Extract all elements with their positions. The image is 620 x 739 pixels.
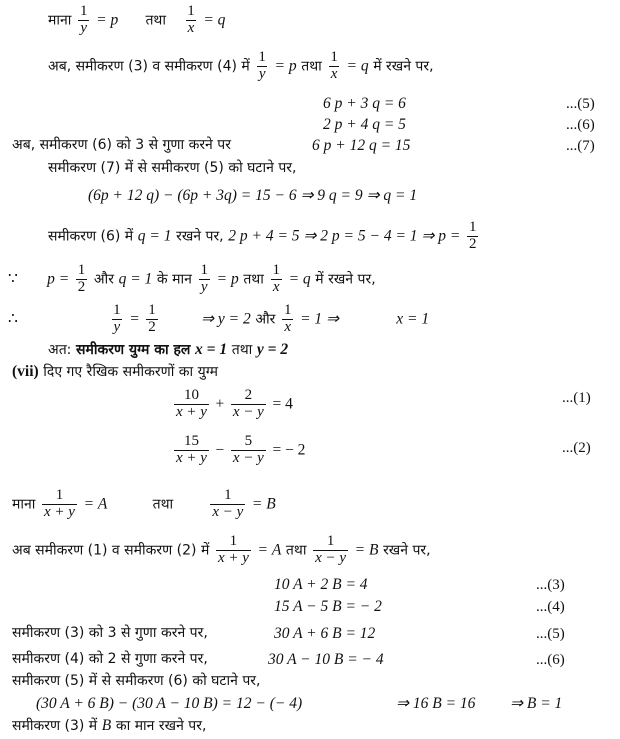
math: = p [216,270,239,288]
math: x = 1 [195,341,228,358]
equation-ref: ...(1) [562,390,591,406]
denominator: 2 [77,278,86,295]
equation-ref: ...(5) [536,626,565,642]
denominator: y [80,19,88,36]
denominator: x − y [212,503,244,520]
math: − [215,441,225,459]
line-therefore [8,303,429,336]
text-line: समीकरण (3) को 3 से गुणा करने पर, [12,625,208,641]
fraction [256,50,268,83]
equation-ref: ...(6) [566,117,595,133]
text-line: समीकरण (4) को 2 से गुणा करने पर, [12,651,208,667]
text: में रखने पर, [373,58,434,75]
denominator: 2 [148,318,156,335]
math: = q [288,270,311,288]
math: = p [274,57,297,75]
equation-1 [172,388,293,421]
math: y = 2 [256,341,289,358]
math: = 4 [272,395,293,413]
equation-ref: ...(3) [536,577,565,593]
numerator: 5 [244,433,253,449]
equation-4: 15 A − 5 B = − 2 [274,598,382,615]
text: दिए गए रैखिक समीकरणों का युग्म [43,364,219,380]
numerator: 1 [229,533,238,549]
denominator: x + y [44,503,75,520]
math-line: ⇒ 16 B = 16 [396,695,476,712]
line-mana-pq [48,4,225,37]
math: = − 2 [272,441,306,459]
denominator: x + y [176,403,207,420]
numerator: 1 [77,262,86,278]
text-line: समीकरण (7) में से समीकरण (5) को घटाने पर, [48,160,297,176]
denominator: 2 [468,235,477,252]
text: अब समीकरण (1) व समीकरण (2) में [12,542,210,559]
denominator: x − y [315,549,347,566]
text: अब, समीकरण (3) व समीकरण (4) में [48,58,250,75]
math: + [215,395,225,413]
math: = B [354,541,379,559]
math: q = 1 [137,227,172,245]
math: = 1 ⇒ [300,310,340,328]
math: 2 p + 4 = 5 ⇒ 2 p = 5 − 4 = 1 ⇒ p = [228,227,461,245]
text: रखने पर, [176,228,224,245]
denominator: y [200,278,208,295]
text: तथा [301,58,322,75]
part-label: (vii) [12,363,39,380]
text: तथा [231,342,253,358]
fraction [313,534,348,567]
fraction [76,263,88,296]
equation-2 [172,434,305,467]
text-line: अब, समीकरण (6) को 3 से गुणा करने पर [12,137,231,153]
fraction [216,534,251,567]
equation-7: 6 p + 12 q = 15 [312,137,411,154]
denominator: x [284,318,292,335]
text: में रखने पर, [315,271,376,288]
math: p = [47,270,70,288]
line-because [8,263,376,296]
math: B [101,717,112,734]
line-substitute-AB [12,534,431,567]
fraction [174,434,209,467]
math-line: (30 A + 6 B) − (30 A − 10 B) = 12 − (− 4) [36,695,303,712]
numerator: 10 [183,387,199,403]
line-mana-AB [12,488,276,521]
line-substitute-B [12,718,206,734]
text: अत: [48,342,72,358]
text-bold: समीकरण युग्म का हल [76,342,191,358]
math: = B [251,495,276,513]
equation-3: 10 A + 2 B = 4 [274,576,368,593]
numerator: 1 [80,3,88,19]
math: x = 1 [396,310,430,328]
text-line: समीकरण (5) में से समीकरण (6) को घटाने पर, [12,673,261,689]
line-part-vii [12,364,218,380]
math: ⇒ y = 2 [201,310,251,328]
numerator: 15 [183,433,199,449]
denominator: x [330,65,338,82]
equation-ref: ...(7) [566,138,595,154]
fraction [231,388,266,421]
math: = A [83,495,108,513]
math: = [129,310,140,328]
text: के मान [156,271,192,288]
fraction [210,488,245,521]
text: समीकरण (6) में [48,228,134,245]
text: का मान रखने पर, [115,718,207,734]
text: माना [12,496,36,513]
denominator: x − y [232,403,264,420]
numerator: 1 [55,487,64,503]
line-solution [48,342,288,358]
numerator: 1 [113,302,121,318]
fraction [231,434,266,467]
numerator: 1 [148,302,156,318]
text: और [93,271,114,288]
denominator: x + y [176,449,207,466]
because-symbol: ∵ [8,270,18,288]
math: = q [346,57,369,75]
fraction [199,263,211,296]
text: माना [48,12,72,29]
equation-6: 2 p + 4 q = 5 [323,116,406,133]
equation-ref: ...(6) [536,652,565,668]
denominator: x [187,19,195,36]
fraction [174,388,209,421]
equation-5b: 30 A + 6 B = 12 [274,625,376,642]
fraction [78,4,90,37]
fraction [42,488,77,521]
numerator: 2 [244,387,253,403]
numerator: 1 [326,533,335,549]
text: तथा [152,496,174,513]
text: रखने पर, [383,542,431,559]
numerator: 1 [258,49,266,65]
fraction [282,303,294,336]
denominator: y [113,318,121,335]
denominator: x − y [232,449,264,466]
text: और [255,311,276,328]
equation-ref: ...(4) [536,599,565,615]
text: तथा [145,12,166,29]
numerator: 1 [272,262,280,278]
equation-ref: ...(5) [566,96,595,112]
equation-ref: ...(2) [562,440,591,456]
numerator: 1 [200,262,208,278]
fraction [270,263,282,296]
math-line: ⇒ B = 1 [510,695,563,712]
denominator: x [272,278,280,295]
fraction [111,303,123,336]
numerator: 1 [224,487,232,503]
line-q-substitute [48,220,480,253]
denominator: x + y [217,549,249,566]
fraction [467,220,479,253]
fraction [146,303,158,336]
text: समीकरण (3) में [12,718,98,734]
numerator: 1 [330,49,338,65]
math: = q [203,11,226,29]
equation-5: 6 p + 3 q = 6 [323,95,406,112]
numerator: 1 [187,3,195,19]
therefore-symbol: ∴ [8,310,18,328]
fraction [328,50,340,83]
fraction [185,4,197,37]
math: = A [257,541,282,559]
math-line: (6p + 12 q) − (6p + 3q) = 15 − 6 ⇒ 9 q = 9 ⇒ q = 1 [88,187,418,204]
math: q = 1 [118,270,153,288]
text: तथा [243,271,264,288]
text: तथा [285,542,307,559]
equation-6b: 30 A − 10 B = − 4 [268,651,384,668]
numerator: 1 [468,219,477,235]
math: = p [96,11,119,29]
denominator: y [258,65,266,82]
numerator: 1 [283,302,292,318]
line-substitute-pq [48,50,434,83]
